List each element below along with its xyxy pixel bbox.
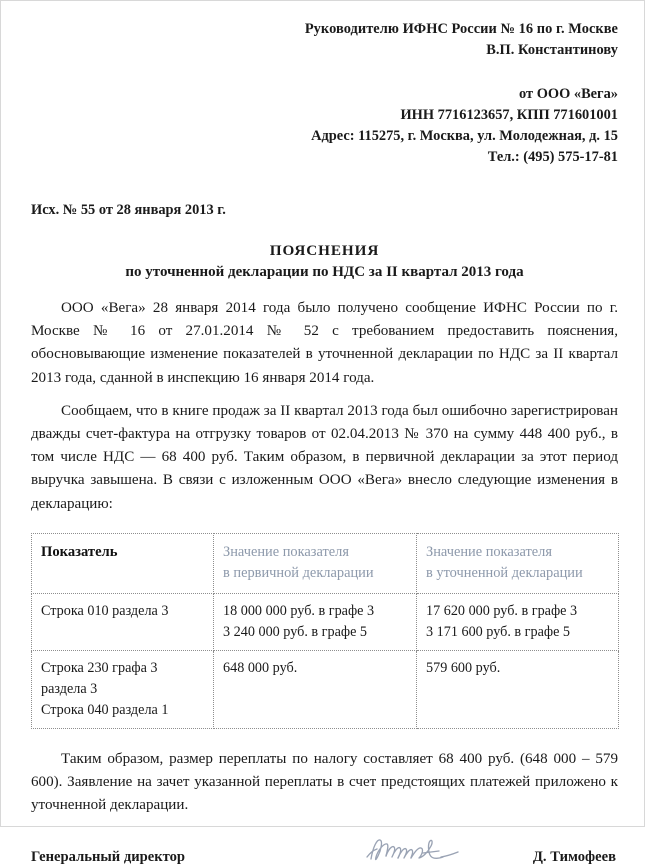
table-header-revised-line-1: Значение показателя [426,543,552,560]
sender-address: Адрес: 115275, г. Москва, ул. Молодежная, д. 15 [311,128,618,144]
row-1-revised-line-2: 3 171 600 руб. в графе 5 [426,623,571,640]
table-header-indicator-label: Показатель [41,543,118,560]
row-1-primary-line-1: 18 000 000 руб. в графе 3 [223,602,375,619]
row-1-primary-line-2: 3 240 000 руб. в графе 5 [223,623,368,640]
addressee-line-2: В.П. Константинову [486,42,618,58]
table-header-primary-line-2: в первичной декларации [223,564,374,581]
sender-company: от ООО «Вега» [519,86,618,102]
document-title: ПОЯСНЕНИЯ [269,242,380,259]
signatory-position: Генеральный директор [31,849,186,866]
row-2-indicator-line-3: Строка 040 раздела 1 [41,701,169,718]
table-row [32,650,619,728]
row-1-revised [417,593,619,650]
row-2-indicator-line-1: Строка 230 графа 3 [41,659,158,676]
document-body [31,1,618,866]
table-header-row [32,533,619,593]
table-header-revised [417,533,619,593]
table-header-revised-line-2: в уточненной декларации [426,564,583,581]
signature-mark-icon [361,833,481,867]
table-header-primary-line-1: Значение показателя [223,543,349,560]
title-block [31,242,618,281]
outgoing-number: Исх. № 55 от 28 января 2013 г. [31,202,226,218]
closing-paragraph: Таким образом, размер переплаты по налогу составляет 68 400 руб. (648 000 – 579 600). Заявление на зачет указанной переплаты в счет предстоящих платежей приложено к уточненной декларации. [31,750,618,814]
signatory-name: Д. Тимофеев [532,849,616,866]
sender-phone: Тел.: (495) 575-17-81 [487,149,618,165]
changes-table-wrapper [31,533,618,729]
sender-inn-kpp: ИНН 7716123657, КПП 771601001 [400,107,618,123]
row-2-indicator-line-2: раздела 3 [41,680,98,697]
row-1-indicator [32,593,214,650]
changes-table [31,533,619,729]
table-header-indicator [32,533,214,593]
addressee-line-1: Руководителю ИФНС России № 16 по г. Москве [304,21,618,37]
signature-row [31,849,618,866]
row-1-indicator-line-1: Строка 010 раздела 3 [41,602,169,619]
row-2-revised [417,650,619,728]
body-paragraph-2: Сообщаем, что в книге продаж за II квартал 2013 года был ошибочно зарегистрирован дважды счет-фактура на отгрузку товаров от 02.04.2013 № 370 на сумму 448 400 руб., в том числе НДС — 68 400 руб. Таким образом, в первичной декларации за этот период выручка завышена. В связи с изложенным ООО «Вега» внесло следующие изменения в декларацию: [31,402,618,512]
table-header-primary [214,533,417,593]
body-paragraph-1: ООО «Вега» 28 января 2014 года было получено сообщение ИФНС России по г. Москве № 16 от 27.01.2014 № 52 с требованием предоставить пояснения, обосновывающие изменение показателей в уточненной декларации по НДС за II квартал 2013 года, сданной в инспекцию 16 января 2014 года. [31,300,618,386]
row-2-primary-line-1: 648 000 руб. [223,659,298,676]
row-2-revised-line-1: 579 600 руб. [426,659,501,676]
row-1-primary [214,593,417,650]
row-2-primary [214,650,417,728]
addressee-block [31,1,618,61]
row-2-indicator [32,650,214,728]
table-row [32,593,619,650]
sender-block [31,61,618,168]
document-subtitle: по уточненной декларации по НДС за II квартал 2013 года [125,264,524,280]
row-1-revised-line-1: 17 620 000 руб. в графе 3 [426,602,578,619]
